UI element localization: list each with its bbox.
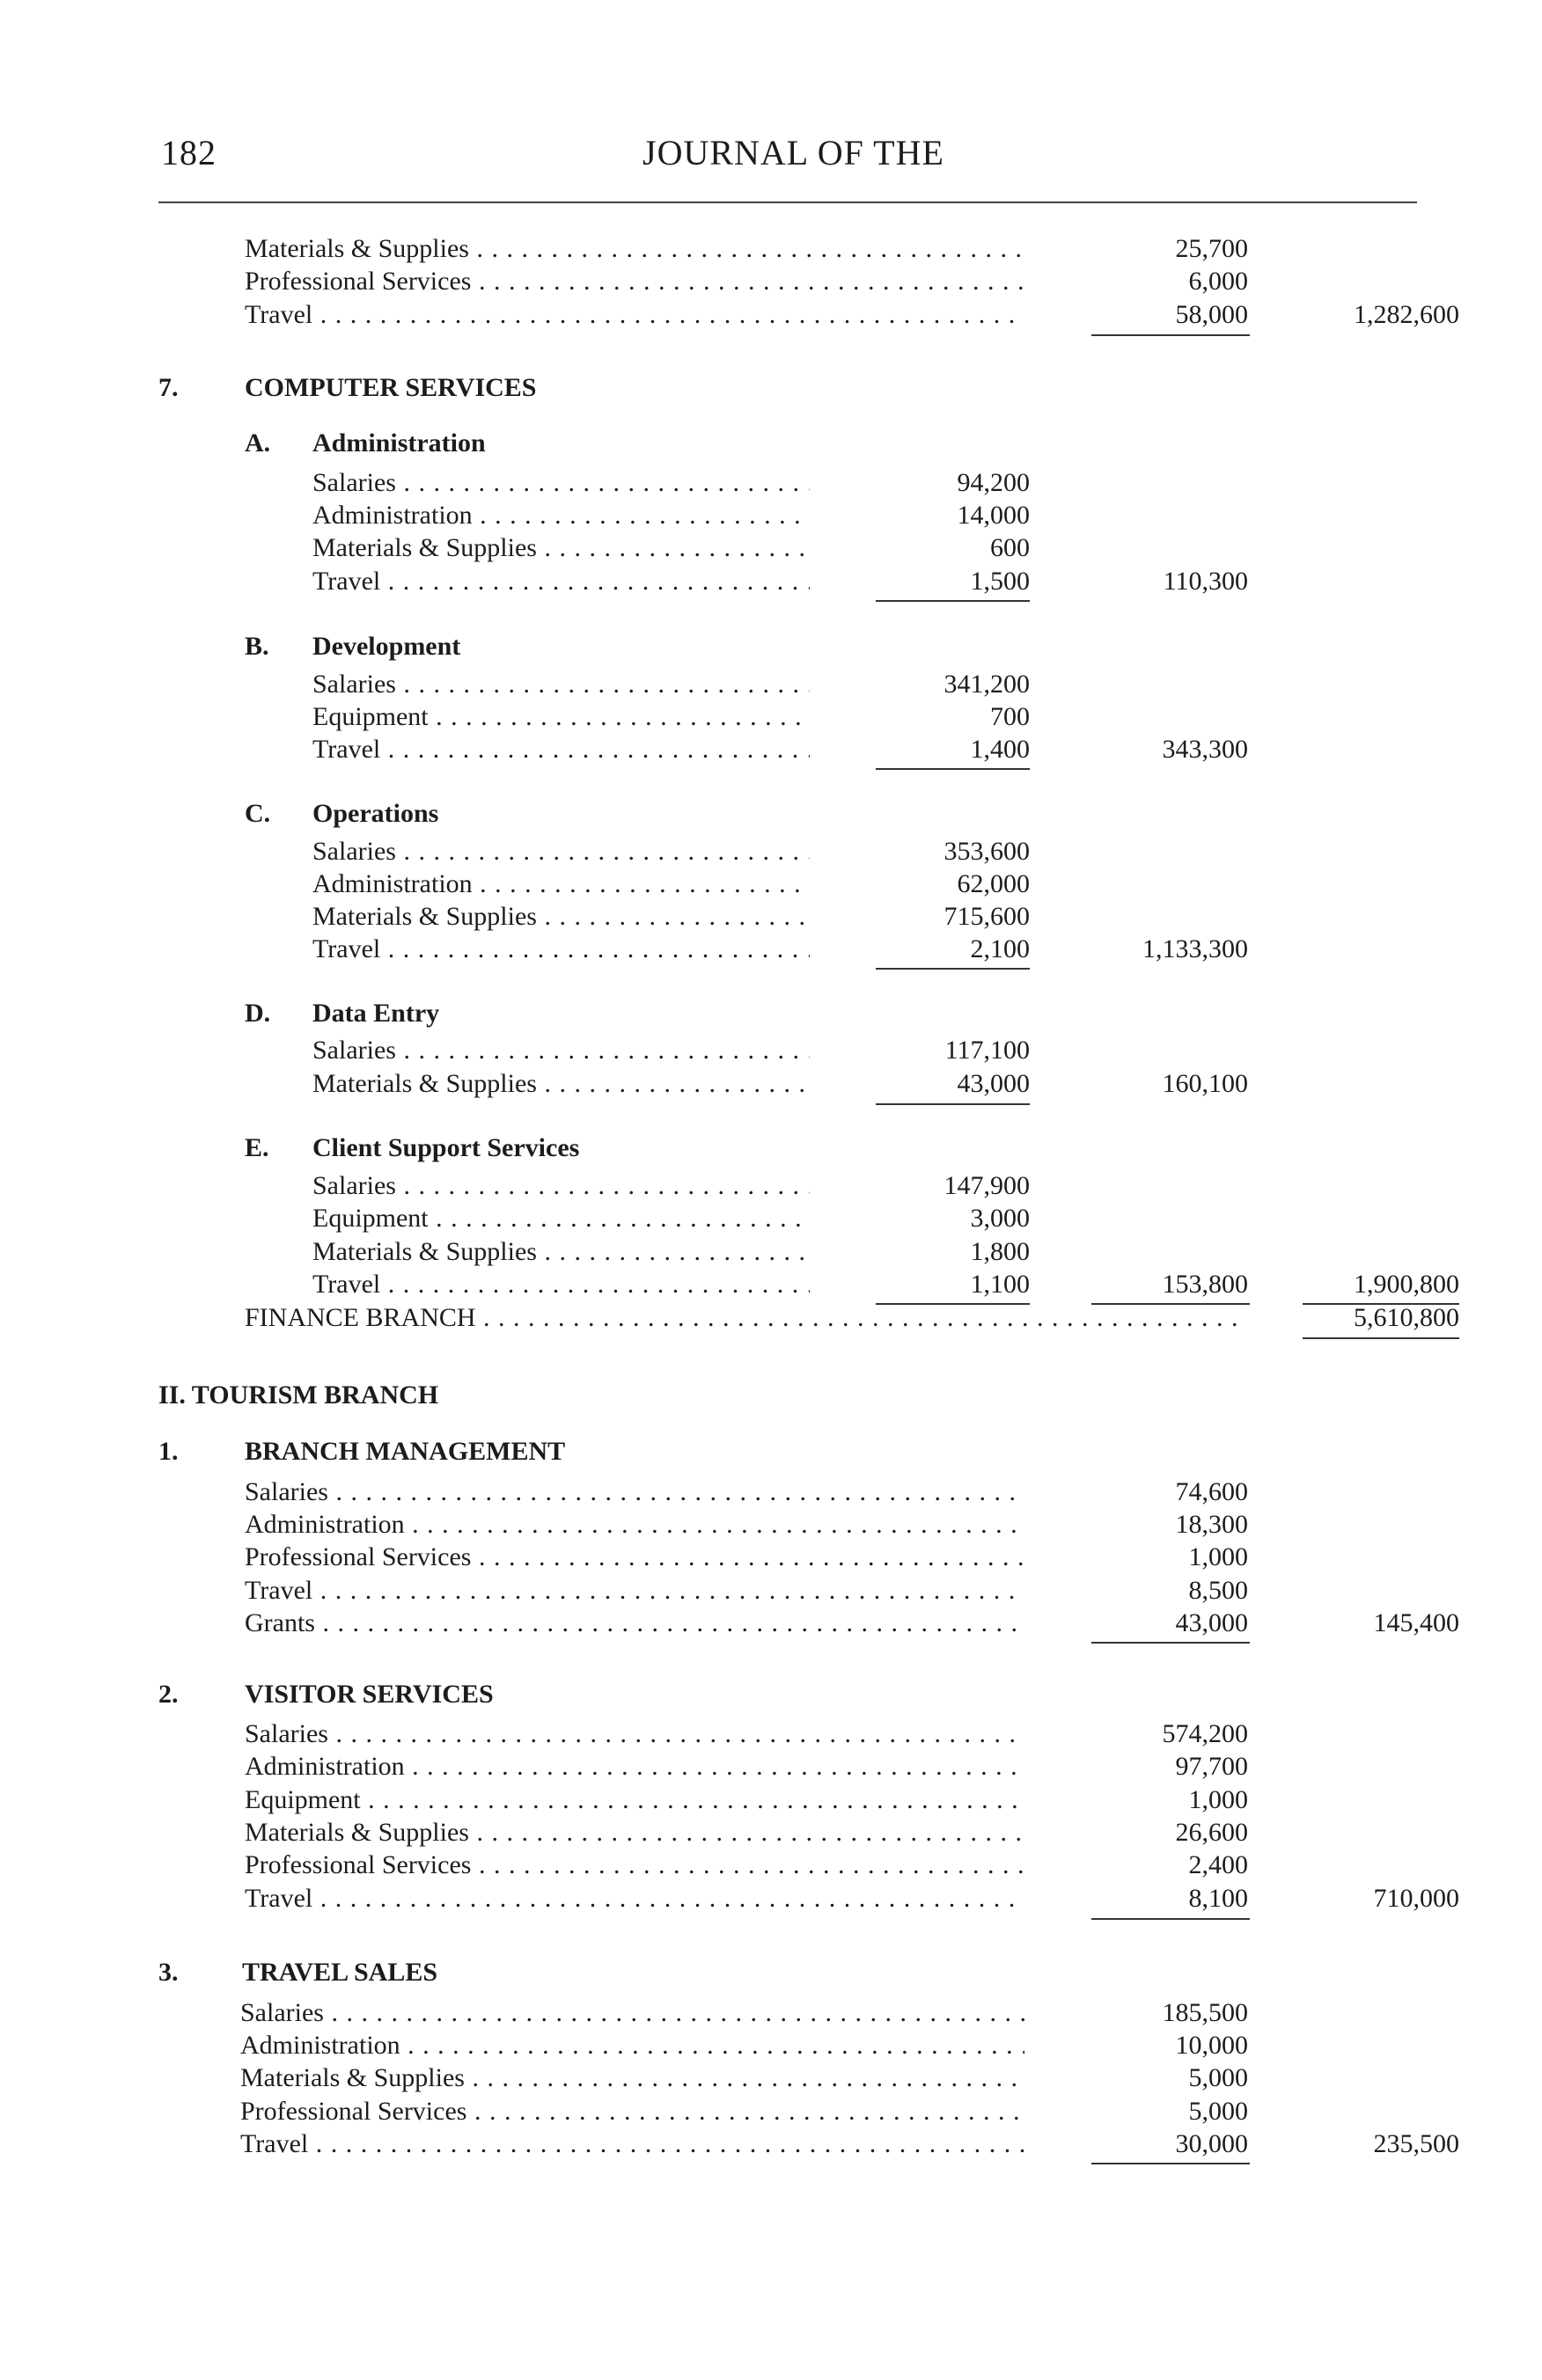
- line-item-label: Administration . . .: [312, 500, 810, 531]
- line-item-amount: 94,200: [957, 468, 1030, 497]
- line-item-label: Materials & Supplies . . .: [240, 2062, 1024, 2094]
- line-item-amount: 8,500: [1188, 1576, 1248, 1605]
- subsection-subtotal: 153,800: [1162, 1270, 1248, 1299]
- line-item-amount: 2,100: [970, 934, 1030, 963]
- subsection-subtotal: 110,300: [1163, 567, 1248, 596]
- line-item-amount: 14,000: [957, 501, 1030, 530]
- line-item-label: Equipment . . .: [245, 1784, 1024, 1816]
- line-item-label: Travel . . .: [312, 1269, 810, 1300]
- line-item-amount: 1,800: [970, 1237, 1030, 1266]
- branch-heading: II. TOURISM BRANCH: [158, 1380, 439, 1410]
- subsection-title: Operations: [312, 799, 439, 828]
- line-item-amount: 58,000: [1175, 300, 1248, 329]
- section-title: BRANCH MANAGEMENT: [245, 1437, 566, 1466]
- line-item-label: Travel . . .: [245, 299, 1024, 331]
- subsection-letter: C.: [245, 799, 271, 828]
- line-item-label: Materials & Supplies . . .: [245, 1817, 1024, 1849]
- section-number: 1.: [158, 1437, 179, 1466]
- subsection-title: Development: [312, 632, 461, 661]
- line-item-label: Travel . . .: [312, 734, 810, 765]
- line-item-label: Professional Services . . .: [245, 1849, 1024, 1881]
- line-item-amount: 185,500: [1162, 1998, 1248, 2027]
- line-item-amount: 6,000: [1188, 267, 1248, 296]
- line-item-amount: 574,200: [1162, 1719, 1248, 1748]
- line-item-amount: 43,000: [957, 1069, 1030, 1098]
- section-number: 3.: [158, 1958, 179, 1987]
- line-item-amount: 30,000: [1175, 2129, 1248, 2158]
- line-item-amount: 600: [990, 533, 1030, 562]
- line-item-label: Salaries . . .: [312, 467, 810, 499]
- line-item-label: Travel . . .: [245, 1575, 1024, 1607]
- line-item-amount: 1,100: [970, 1270, 1030, 1299]
- subtotal-rule: [1091, 1642, 1250, 1644]
- section-title: COMPUTER SERVICES: [245, 373, 537, 402]
- line-item-amount: 5,000: [1188, 2097, 1248, 2126]
- line-item-label: Salaries . . .: [245, 1718, 1024, 1750]
- line-item-label: Travel . . .: [312, 566, 810, 597]
- line-item-amount: 18,300: [1175, 1510, 1248, 1539]
- line-item-amount: 25,700: [1175, 234, 1248, 263]
- line-item-label: Administration . . .: [312, 868, 810, 900]
- line-item-label: Salaries . . .: [312, 1035, 810, 1066]
- line-item-label: Salaries . . .: [240, 1997, 1024, 2029]
- subsection-title: Data Entry: [312, 999, 440, 1028]
- line-item-label: Salaries . . .: [312, 836, 810, 868]
- subtotal-rule: [876, 968, 1030, 970]
- page-number: 182: [161, 133, 217, 172]
- subsection-title: Client Support Services: [312, 1133, 580, 1162]
- line-item-label: Travel . . .: [245, 1883, 1024, 1915]
- line-item-label: Salaries . . .: [245, 1476, 1024, 1508]
- line-item-amount: 117,100: [944, 1036, 1030, 1065]
- section-number: 2.: [158, 1680, 179, 1709]
- line-item-amount: 5,000: [1188, 2063, 1248, 2092]
- line-item-amount: 341,200: [944, 670, 1030, 699]
- subtotal-rule: [1091, 2163, 1250, 2164]
- subtotal-rule: [876, 1103, 1030, 1105]
- line-item-amount: 97,700: [1175, 1752, 1248, 1781]
- section-total: 1,282,600: [1354, 300, 1459, 329]
- page-title: JOURNAL OF THE: [642, 133, 944, 172]
- line-item-amount: 3,000: [970, 1204, 1030, 1233]
- line-item-amount: 353,600: [944, 837, 1030, 866]
- line-item-label: Salaries . . .: [312, 1170, 810, 1202]
- subtotal-rule: [876, 600, 1030, 602]
- line-item-amount: 700: [990, 702, 1030, 731]
- subtotal-rule: [876, 768, 1030, 770]
- line-item-label: Materials & Supplies . . .: [312, 901, 810, 933]
- line-item-amount: 1,500: [970, 567, 1030, 596]
- line-item-label: Travel . . .: [312, 934, 810, 965]
- line-item-label: Professional Services . . .: [245, 266, 1024, 297]
- line-item-label: Materials & Supplies . . .: [312, 1068, 810, 1100]
- line-item-amount: 62,000: [957, 869, 1030, 898]
- subtotal-rule: [1091, 1918, 1250, 1920]
- subsection-letter: A.: [245, 428, 271, 458]
- line-item-label: Professional Services . . .: [245, 1542, 1024, 1573]
- line-item-amount: 43,000: [1175, 1608, 1248, 1637]
- subsection-subtotal: 160,100: [1162, 1069, 1248, 1098]
- line-item-amount: 2,400: [1188, 1850, 1248, 1879]
- subsection-subtotal: 343,300: [1162, 735, 1248, 764]
- section-total: 710,000: [1373, 1884, 1459, 1913]
- line-item-amount: 1,000: [1188, 1542, 1248, 1571]
- section-number: 7.: [158, 373, 179, 402]
- subsection-title: Administration: [312, 428, 486, 458]
- subsection-letter: E.: [245, 1133, 269, 1162]
- line-item-label: Travel . . .: [240, 2128, 1024, 2160]
- total-rule: [1303, 1337, 1459, 1339]
- line-item-label: Equipment . . .: [312, 1203, 810, 1234]
- line-item-label: Administration . . .: [245, 1751, 1024, 1783]
- line-item-label: Administration . . .: [240, 2030, 1024, 2061]
- line-item-label: Administration . . .: [245, 1509, 1024, 1541]
- section-total: 1,900,800: [1354, 1270, 1459, 1299]
- line-item-label: Materials & Supplies . . .: [312, 1236, 810, 1268]
- line-item-label: Materials & Supplies . . .: [312, 532, 810, 564]
- line-item-label: Salaries . . .: [312, 669, 810, 700]
- line-item-amount: 715,600: [944, 902, 1030, 931]
- section-total: 235,500: [1373, 2129, 1459, 2158]
- line-item-amount: 26,600: [1175, 1818, 1248, 1847]
- line-item-amount: 1,400: [970, 735, 1030, 764]
- branch-total-label: FINANCE BRANCH . . .: [245, 1302, 1248, 1334]
- line-item-amount: 74,600: [1175, 1477, 1248, 1506]
- subsection-letter: D.: [245, 999, 271, 1028]
- section-title: TRAVEL SALES: [242, 1958, 438, 1987]
- line-item-label: Equipment . . .: [312, 701, 810, 733]
- subsection-subtotal: 1,133,300: [1142, 934, 1248, 963]
- line-item-amount: 8,100: [1188, 1884, 1248, 1913]
- line-item-amount: 10,000: [1175, 2031, 1248, 2060]
- subtotal-rule: [1091, 334, 1250, 336]
- section-title: VISITOR SERVICES: [245, 1680, 494, 1709]
- header-rule: [158, 201, 1417, 203]
- line-item-amount: 1,000: [1188, 1785, 1248, 1814]
- subsection-letter: B.: [245, 632, 269, 661]
- line-item-label: Grants . . .: [245, 1607, 1024, 1639]
- line-item-label: Professional Services . . .: [240, 2096, 1024, 2127]
- line-item-label: Materials & Supplies . . .: [245, 233, 1024, 265]
- line-item-amount: 147,900: [944, 1171, 1030, 1200]
- section-total: 145,400: [1373, 1608, 1459, 1637]
- branch-total: 5,610,800: [1354, 1303, 1459, 1332]
